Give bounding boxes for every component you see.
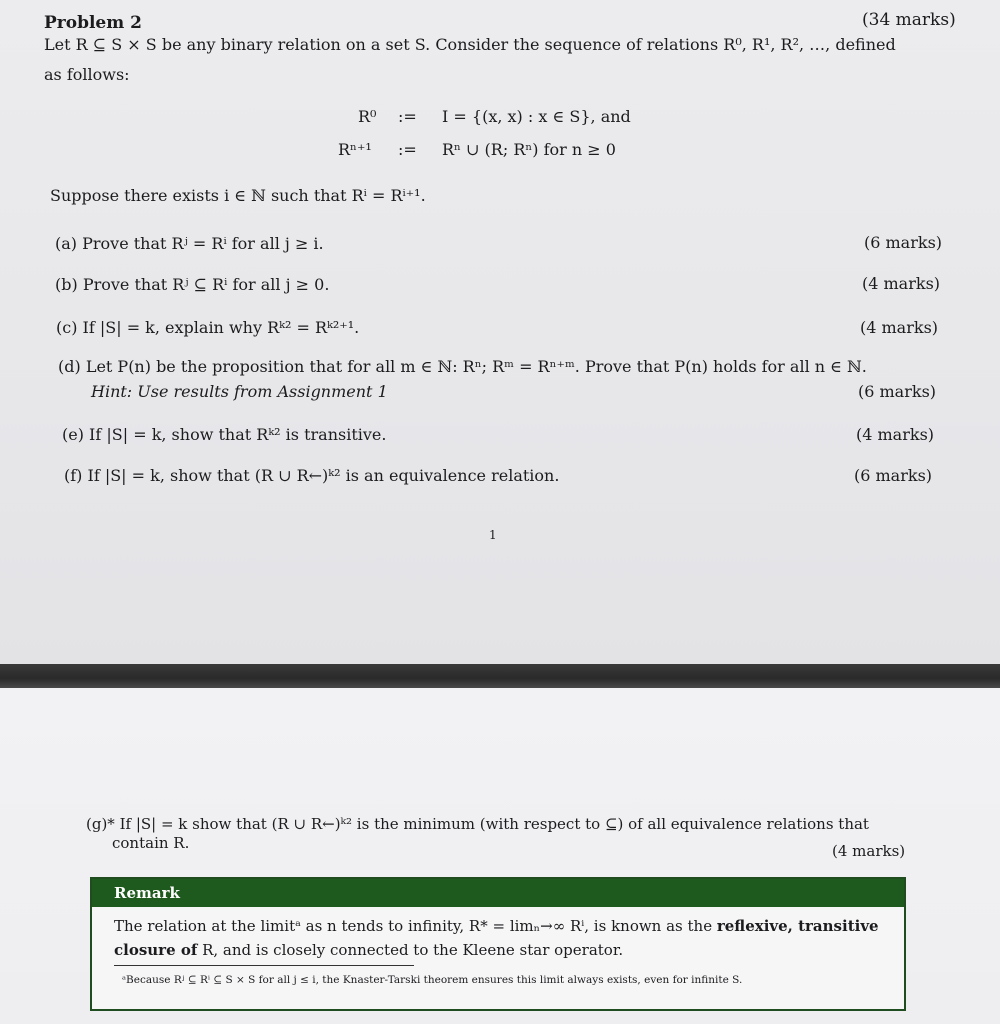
page-number: 1 bbox=[489, 528, 497, 542]
remark-box bbox=[90, 877, 906, 1011]
part-g-marks: (4 marks) bbox=[832, 842, 906, 860]
remark-line-2-post: R, and is closely connected to the Kleene star operator. bbox=[197, 941, 624, 959]
def-lhs-1: R⁰ bbox=[358, 107, 377, 126]
part-b-marks: (4 marks) bbox=[862, 274, 941, 293]
part-g-line-2: contain R. bbox=[112, 834, 190, 852]
part-c-text: (c) If |S| = k, explain why Rᵏ² = Rᵏ²⁺¹. bbox=[56, 318, 360, 337]
page-divider bbox=[0, 664, 1000, 688]
part-d-text: (d) Let P(n) be the proposition that for all m ∈ ℕ: Rⁿ; Rᵐ = Rⁿ⁺ᵐ. Prove that P(n) holds for all n ∈ ℕ. bbox=[58, 357, 867, 376]
total-marks: (34 marks) bbox=[862, 10, 956, 30]
part-d-marks: (6 marks) bbox=[858, 382, 937, 401]
remark-line-1-pre: The relation at the limitᵃ as n tends to infinity, R* = limₙ→∞ Rⁱ, is known as the bbox=[114, 917, 717, 935]
footnote-rule bbox=[114, 965, 414, 966]
remark-line-2 bbox=[114, 941, 623, 959]
problem-title: Problem 2 bbox=[44, 13, 142, 33]
part-f-marks: (6 marks) bbox=[854, 466, 933, 485]
part-g-line-1: (g)* If |S| = k show that (R ∪ R←)ᵏ² is the minimum (with respect to ⊆) of all equivalence relations that bbox=[86, 815, 869, 833]
def-op-1: := bbox=[398, 107, 417, 126]
part-d-hint: Hint: Use results from Assignment 1 bbox=[91, 382, 388, 401]
part-a-marks: (6 marks) bbox=[864, 233, 943, 252]
def-rhs-2: Rⁿ ∪ (R; Rⁿ) for n ≥ 0 bbox=[442, 140, 616, 159]
remark-line-2-bold: closure of bbox=[114, 941, 198, 959]
intro-line-1: Let R ⊆ S × S be any binary relation on a set S. Consider the sequence of relations R⁰, R¹, R², …, defined bbox=[44, 35, 896, 54]
remark-footnote: ᵃBecause Rʲ ⊆ Rⁱ ⊆ S × S for all j ≤ i, the Knaster-Tarski theorem ensures this limit always exists, even for infinite S. bbox=[122, 974, 743, 986]
suppose-statement: Suppose there exists i ∈ ℕ such that Rⁱ = Rⁱ⁺¹. bbox=[50, 186, 426, 205]
part-a-text: (a) Prove that Rʲ = Rⁱ for all j ≥ i. bbox=[55, 234, 324, 253]
intro-line-2: as follows: bbox=[44, 65, 130, 84]
part-e-marks: (4 marks) bbox=[856, 425, 935, 444]
part-b-text: (b) Prove that Rʲ ⊆ Rⁱ for all j ≥ 0. bbox=[55, 275, 330, 294]
remark-line-1-bold: reflexive, transitive bbox=[716, 917, 879, 935]
remark-line-1 bbox=[114, 917, 879, 935]
def-lhs-2: Rⁿ⁺¹ bbox=[338, 140, 372, 159]
remark-heading: Remark bbox=[92, 879, 904, 907]
def-rhs-1: I = {(x, x) : x ∈ S}, and bbox=[442, 107, 631, 126]
def-op-2: := bbox=[398, 140, 417, 159]
part-c-marks: (4 marks) bbox=[860, 318, 939, 337]
part-e-text: (e) If |S| = k, show that Rᵏ² is transitive. bbox=[62, 425, 387, 444]
part-f-text: (f) If |S| = k, show that (R ∪ R←)ᵏ² is an equivalence relation. bbox=[64, 466, 560, 485]
